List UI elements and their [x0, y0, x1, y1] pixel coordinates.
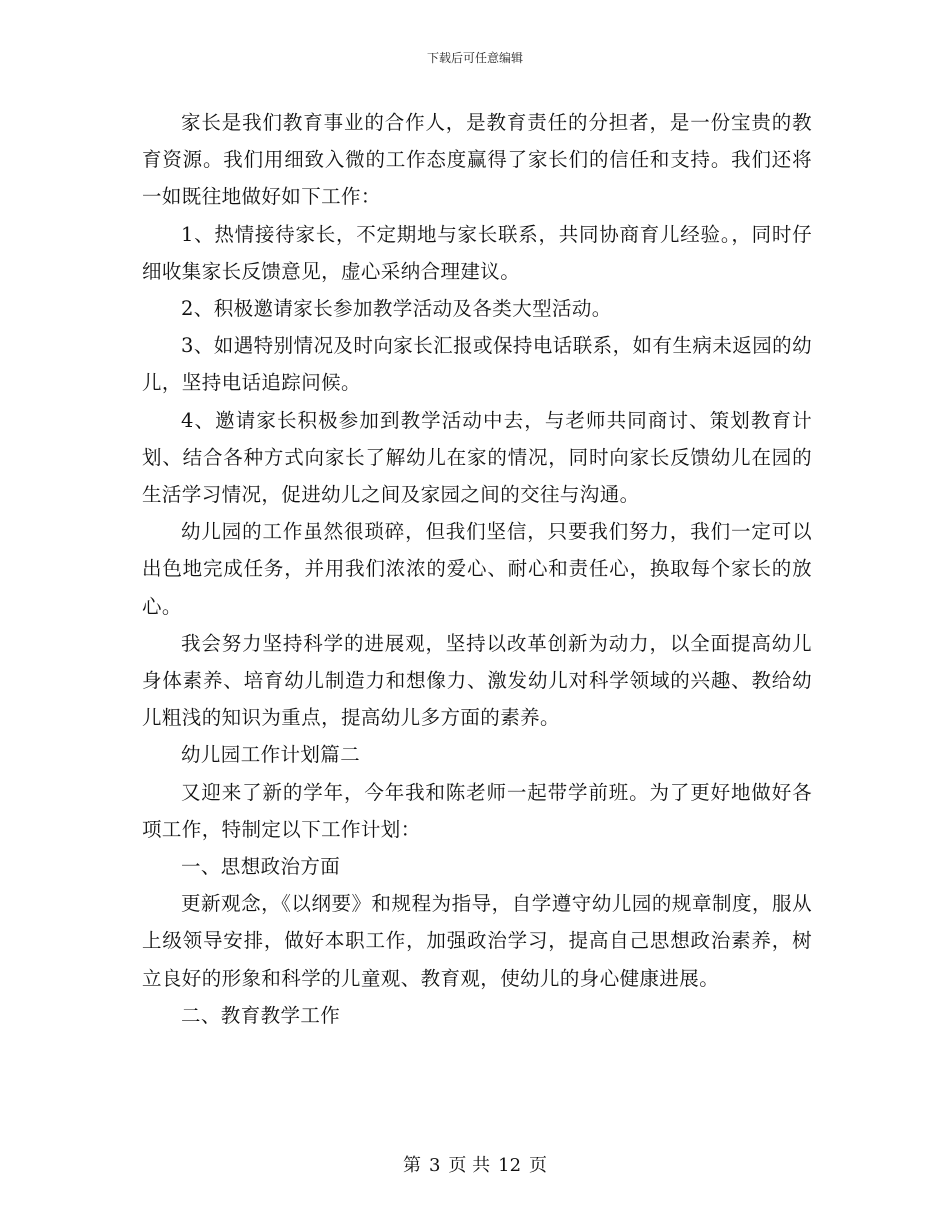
- footer-prefix: 第: [402, 1155, 421, 1176]
- paragraph-item-2: 2、积极邀请家长参加教学活动及各类大型活动。: [181, 297, 612, 321]
- current-page-number: 3: [428, 1155, 441, 1176]
- paragraph-parents-partners: 家长是我们教育事业的合作人，是教育责任的分担者，是一份宝贵的教育资源。我们用细致入微的工作态度赢得了家长们的信任和支持。我们还将一如既往地做好如下工作：: [142, 111, 812, 209]
- section-heading-teaching: 二、教育教学工作: [181, 1003, 341, 1027]
- page-number-footer: [0, 1154, 950, 1178]
- paragraph-item-3: 3、如遇特别情况及时向家长汇报或保持电话联系，如有生病未返园的幼儿，坚持电话追踪问候。: [142, 334, 812, 395]
- document-body: [142, 104, 812, 1034]
- paragraph-ideology-detail: 更新观念，《以纲要》和规程为指导，自学遵守幼儿园的规章制度，服从上级领导安排，做好本职工作，加强政治学习，提高自己思想政治素养，树立良好的形象和科学的儿童观、教育观，使幼儿的身心健康进展。: [142, 892, 812, 990]
- section-heading-part-two: 幼儿园工作计划篇二: [181, 743, 361, 767]
- paragraph-work-belief: 幼儿园的工作虽然很琐碎，但我们坚信，只要我们努力，我们一定可以出色地完成任务，并用我们浓浓的爱心、耐心和责任心，换取每个家长的放心。: [142, 520, 812, 618]
- paragraph-item-4: 4、邀请家长积极参加到教学活动中去，与老师共同商讨、策划教育计划、结合各种方式向家长了解幼儿在家的情况，同时向家长反馈幼儿在园的生活学习情况，促进幼儿之间及家园之间的交往与沟通。: [142, 408, 812, 507]
- paragraph-new-school-year: 又迎来了新的学年，今年我和陈老师一起带学前班。为了更好地做好各项工作，特制定以下工作计划：: [142, 780, 812, 841]
- footer-suffix: 页: [529, 1155, 548, 1176]
- section-heading-ideology: 一、思想政治方面: [181, 855, 341, 879]
- total-pages-number: 12: [498, 1155, 522, 1176]
- paragraph-item-1: 1、热情接待家长，不定期地与家长联系，共同协商育儿经验。，同时仔细收集家长反馈意见，虚心采纳合理建议。: [142, 222, 812, 283]
- paragraph-development-view: 我会努力坚持科学的进展观，坚持以改革创新为动力，以全面提高幼儿身体素养、培育幼儿制造力和想像力、激发幼儿对科学领域的兴趣、教给幼儿粗浅的知识为重点，提高幼儿多方面的素养。: [142, 631, 812, 730]
- page-header-note: 下载后可任意编辑: [426, 51, 523, 65]
- footer-middle: 页 共: [448, 1155, 491, 1176]
